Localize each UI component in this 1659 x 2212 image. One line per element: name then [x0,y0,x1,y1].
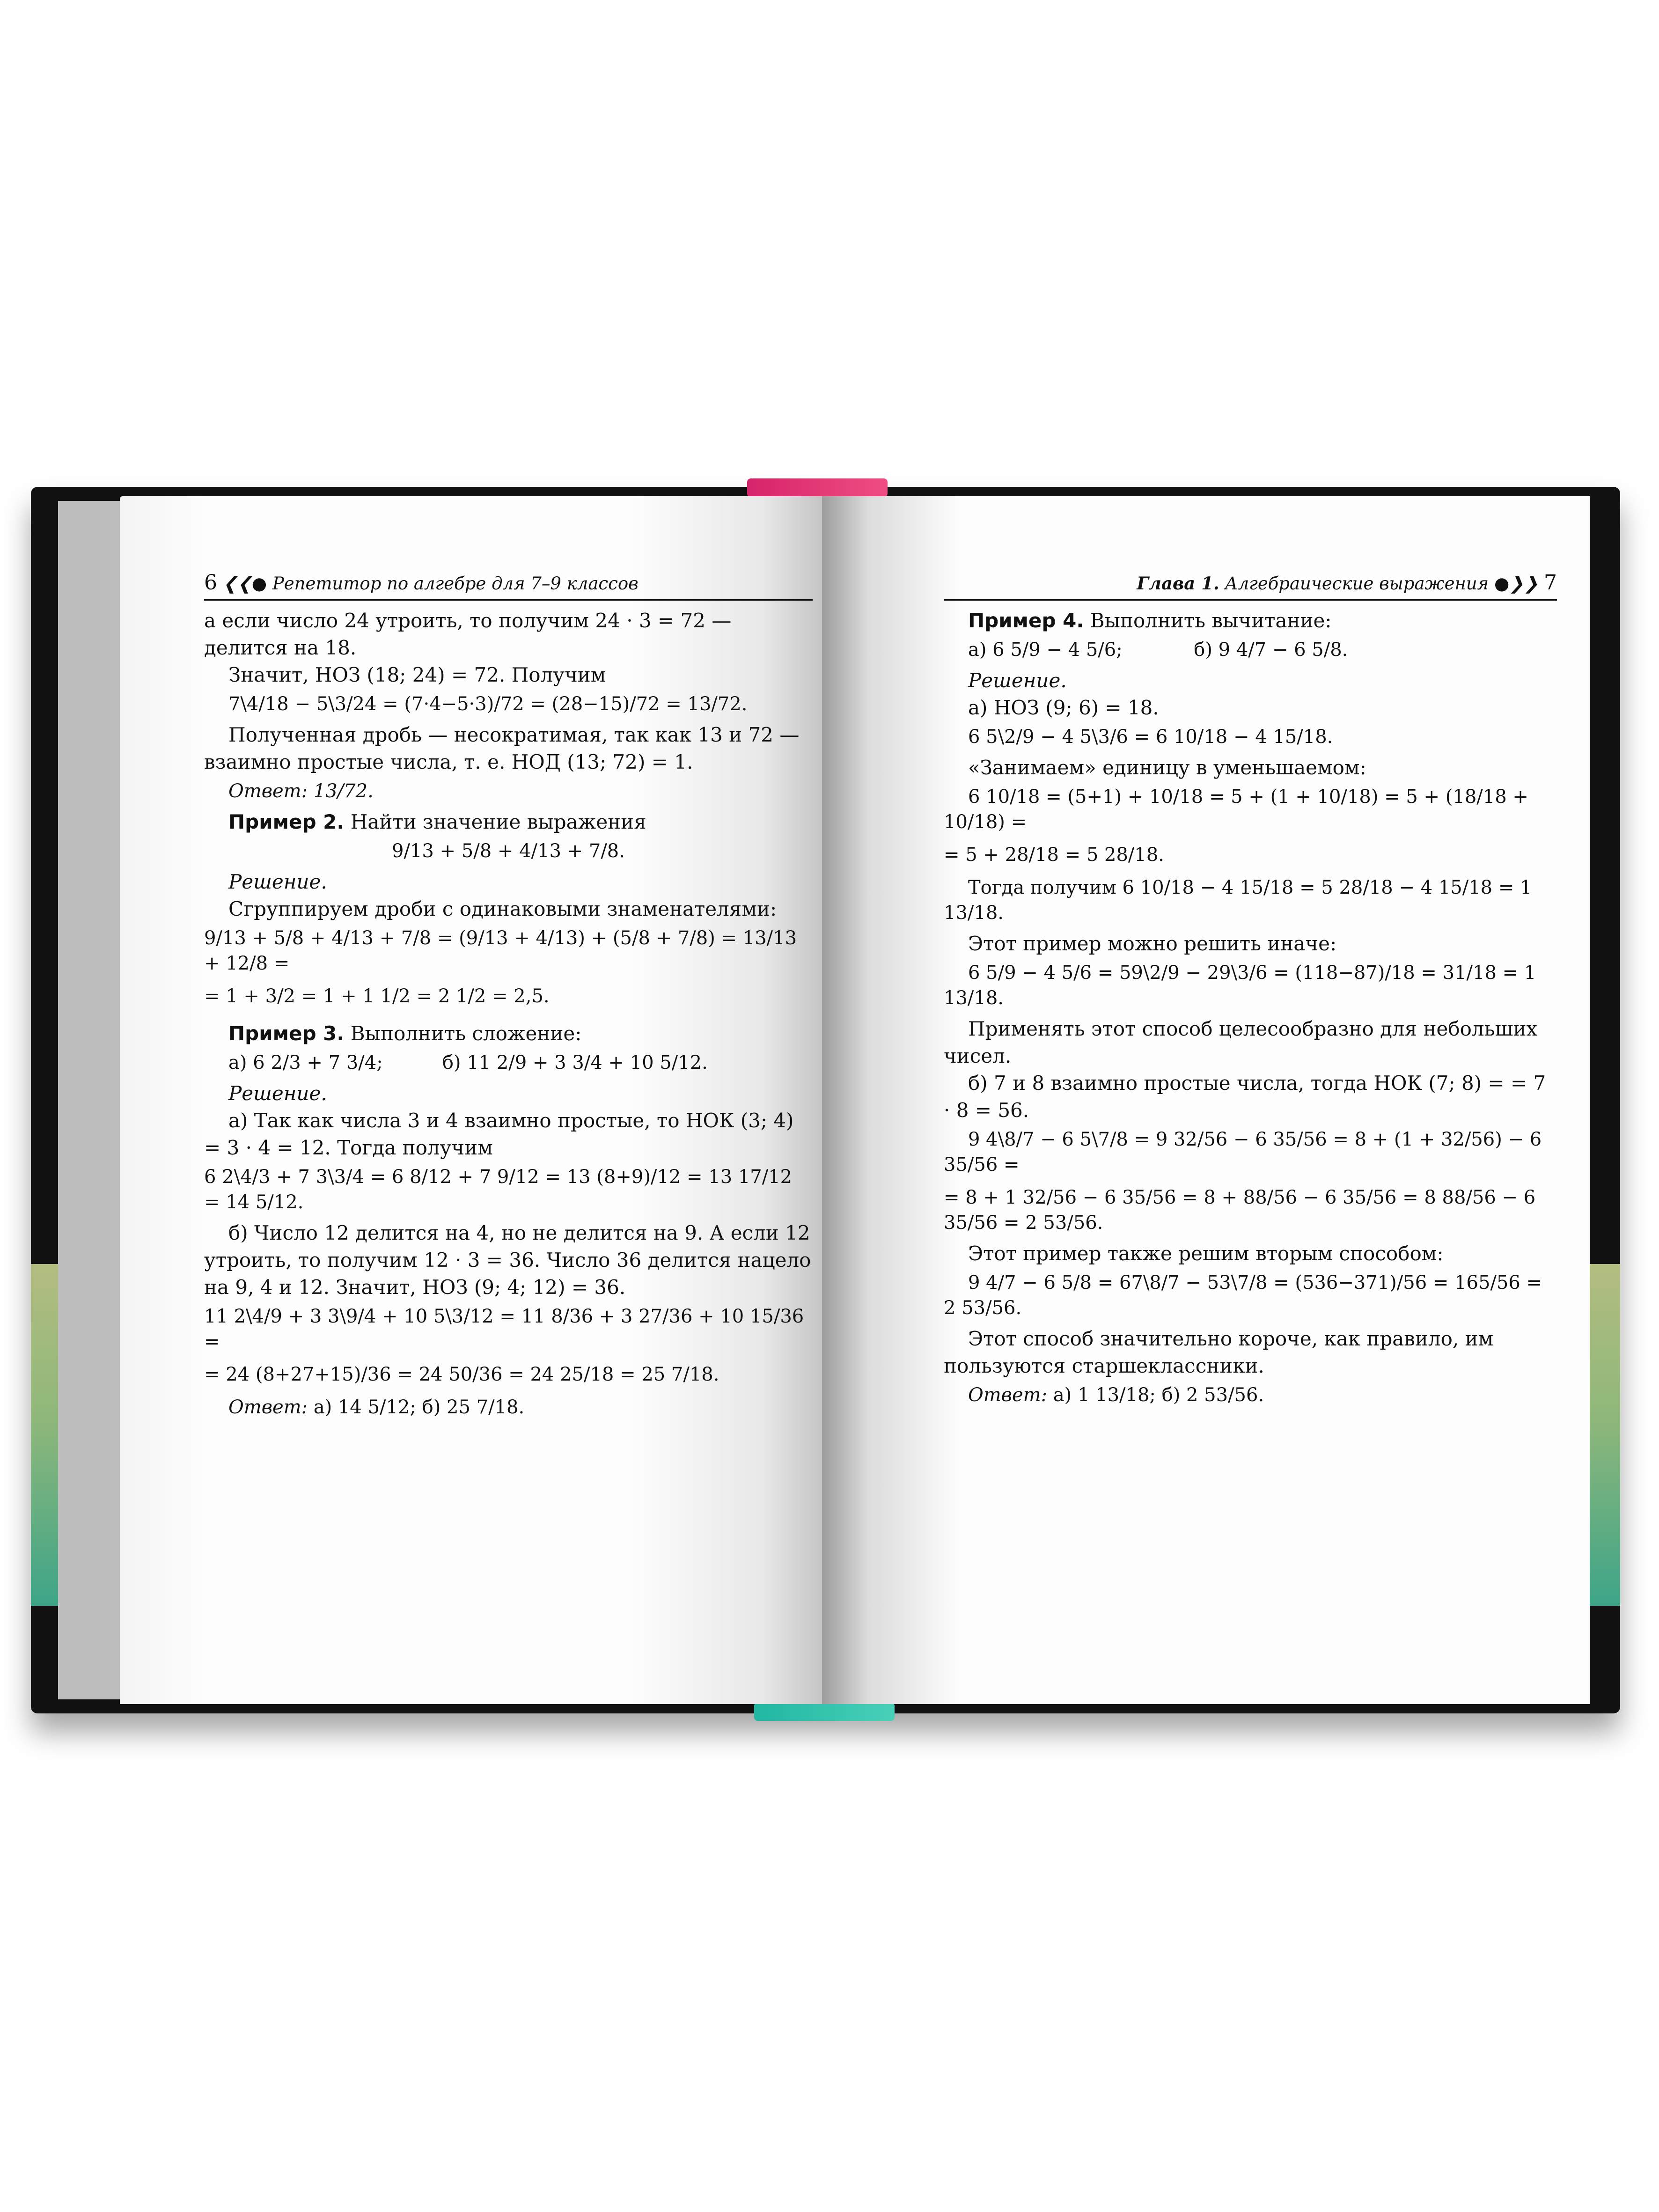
formula: 7\4/18 − 5\3/24 = (7·4−5·3)/72 = (28−15)/72 = 13/72. [228,693,748,715]
left-page-number: 6 [204,571,217,595]
example-4-a: а) 6 5/9 − 4 5/6; [968,639,1123,661]
formula: 9 4/7 − 6 5/8 = 67\8/7 − 53\7/8 = (536−371)/56 = 165/56 = 2 53/56. [944,1272,1542,1319]
left-page [120,496,850,1704]
example-3-task: Выполнить сложение: [350,1022,582,1045]
formula: = 8 + 1 32/56 − 6 35/56 = 8 + 88/56 − 6 35/56 = 8 88/56 − 6 35/56 = 2 53/56. [944,1187,1536,1234]
example-4-title: Пример 4. [968,609,1084,632]
right-head-chapter: Глава 1. [1137,573,1219,594]
example-2-expression: 9/13 + 5/8 + 4/13 + 7/8. [392,840,625,862]
example-3-a: а) 6 2/3 + 7 3/4; [228,1052,383,1073]
text-line: Этот способ значительно короче, как правило, им пользуются старшеклассники. [944,1327,1494,1377]
formula: 9/13 + 5/8 + 4/13 + 7/8 = (9/13 + 4/13) + (5/8 + 7/8) = 13/13 + 12/8 = [204,927,797,974]
text-line: а) Так как числа 3 и 4 взаимно простые, то НОК (3; 4) = 3 · 4 = 12. Тогда получим [204,1109,794,1159]
left-page-content [204,571,813,1425]
text-line: Применять этот способ целесообразно для небольших чисел. [944,1017,1538,1067]
solution-label: Решение. [228,1082,327,1105]
example-3-answer: а) 14 5/12; б) 25 7/18. [313,1396,525,1418]
bookmark-ribbon-pink [747,478,888,497]
solution-label: Решение. [228,870,327,893]
formula: 6 5/9 − 4 5/6 = 59\2/9 − 29\3/6 = (118−87)/18 = 31/18 = 1 13/18. [944,962,1536,1009]
text-line: Тогда получим [968,877,1116,898]
text-line: б) 7 и 8 взаимно простые числа, тогда НОК (7; 8) = = 7 · 8 = 56. [944,1072,1546,1122]
text-line: Сгруппируем дроби с одинаковыми знаменателями: [228,897,777,920]
right-page [822,496,1590,1704]
formula: 6 2\4/3 + 7 3\3/4 = 6 8/12 + 7 9/12 = 13 (8+9)/12 = 13 17/12 = 14 5/12. [204,1166,793,1213]
text-line: б) Число 12 делится на 4, но не делится на 9. А если 12 утроить, то получим 12 · 3 = 36. Число 36 делится нацело на 9, 4 и 12. Значит, НОЗ (9; 4; 12) = 36. [204,1221,811,1299]
example-3-title: Пример 3. [228,1022,345,1045]
right-head-title: Алгебраические выражения [1225,573,1489,594]
formula: 6 5\2/9 − 4 5\3/6 = 6 10/18 − 4 15/18. [968,726,1333,748]
example-2-title: Пример 2. [228,810,345,833]
answer-label: Ответ: [228,1396,308,1418]
formula: = 24 (8+27+15)/36 = 24 50/36 = 24 25/18 = 25 7/18. [204,1364,719,1385]
right-page-number: 7 [1544,571,1557,595]
example-4-task: Выполнить вычитание: [1090,609,1332,632]
text-line: Полученная дробь — несократимая, так как 13 и 72 — взаимно простые числа, т. е. НОД (13; 72) = 1. [204,723,800,773]
text-line: а) НОЗ (9; 6) = 18. [968,696,1159,719]
text-line: Значит, НОЗ (18; 24) = 72. Получим [228,663,606,686]
formula: 6 10/18 − 4 15/18 = 5 28/18 − 4 15/18 = 1 13/18. [944,877,1532,924]
text-line: «Занимаем» единицу в уменьшаемом: [968,756,1366,779]
answer-line: Ответ: 13/72. [228,780,374,802]
left-running-head [204,571,813,601]
right-running-head [944,571,1557,601]
right-head-ornament: ●❯❯ [1494,573,1544,594]
example-3-b: б) 11 2/9 + 3 3/4 + 10 5/12. [442,1052,708,1073]
example-4-b: б) 9 4/7 − 6 5/8. [1194,639,1348,661]
example-4-answer: а) 1 13/18; б) 2 53/56. [1053,1384,1264,1406]
formula: = 5 + 28/18 = 5 28/18. [944,844,1164,866]
answer-label: Ответ: [968,1384,1048,1406]
right-page-content [944,571,1557,1412]
left-head-ornament: ❮❮● [222,573,272,594]
formula: = 1 + 3/2 = 1 + 1 1/2 = 2 1/2 = 2,5. [204,985,550,1007]
example-2-task: Найти значение выражения [350,810,646,833]
formula: 11 2\4/9 + 3 3\9/4 + 10 5\3/12 = 11 8/36 + 3 27/36 + 10 15/36 = [204,1306,804,1352]
solution-label: Решение. [968,669,1067,692]
text-line: а если число 24 утроить, то получим 24 · 3 = 72 — делится на 18. [204,609,732,659]
formula: 6 10/18 = (5+1) + 10/18 = 5 + (1 + 10/18) = 5 + (18/18 + 10/18) = [944,786,1528,833]
text-line: Этот пример также решим вторым способом: [968,1242,1444,1265]
left-head-title: Репетитор по алгебре для 7–9 классов [272,573,639,594]
text-line: Этот пример можно решить иначе: [968,932,1337,955]
bookmark-ribbon-teal [754,1702,895,1721]
book [31,487,1620,1713]
formula: 9 4\8/7 − 6 5\7/8 = 9 32/56 − 6 35/56 = 8 + (1 + 32/56) − 6 35/56 = [944,1129,1542,1176]
